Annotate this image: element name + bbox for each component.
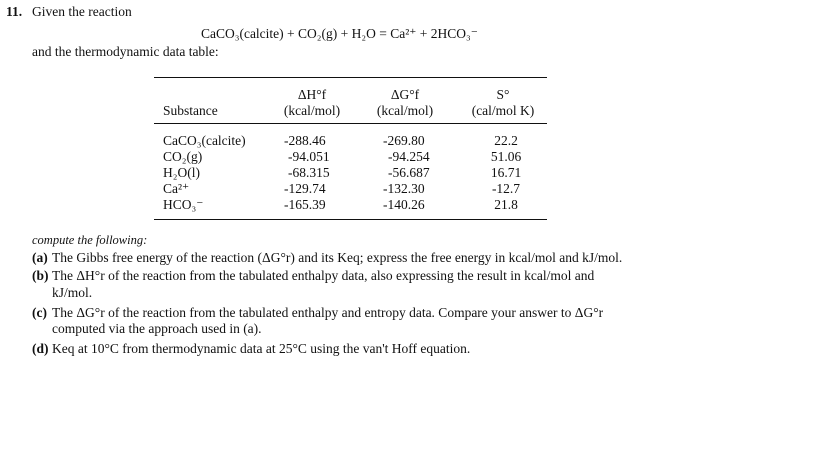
equals-sign: = xyxy=(379,26,387,41)
table-top-rule xyxy=(154,77,547,78)
product-calcium: Ca²⁺ xyxy=(390,26,417,41)
row-dg: -269.80 xyxy=(383,133,425,148)
plus-sign: + xyxy=(340,26,349,41)
part-c-label: (c) xyxy=(32,305,47,320)
follow-intro: compute the following: xyxy=(32,233,148,247)
row-dg: -132.30 xyxy=(383,181,425,196)
row-s: -12.7 xyxy=(491,181,521,196)
table-bottom-rule xyxy=(154,219,547,220)
row-dg: -56.687 xyxy=(388,165,430,180)
row-s: 21.8 xyxy=(494,197,518,212)
row-substance: H₂O(l) xyxy=(163,165,200,180)
row-dh: -165.39 xyxy=(284,197,326,212)
reactant-calcite: CaCO₃(calcite) xyxy=(201,26,284,41)
part-a-text: The Gibbs free energy of the reaction (ΔG°r) and its Keq; express the free energy in kcal/mol and kJ/mol. xyxy=(52,250,623,265)
reactant-water: H₂O xyxy=(351,26,376,41)
header-dg-symbol: ΔG°f xyxy=(390,87,420,102)
header-s-unit: (cal/mol K) xyxy=(471,103,535,118)
part-b-text-cont: kJ/mol. xyxy=(52,285,93,300)
part-b-label: (b) xyxy=(32,268,49,283)
plus-sign: + xyxy=(287,26,295,41)
plus-sign: + xyxy=(419,26,428,41)
part-d-label: (d) xyxy=(32,341,49,356)
row-substance: Ca²⁺ xyxy=(163,181,190,196)
reaction-equation xyxy=(201,26,478,42)
row-s: 16.71 xyxy=(490,165,522,180)
row-dh: -129.74 xyxy=(284,181,326,196)
part-a-label: (a) xyxy=(32,250,48,265)
header-dg-unit: (kcal/mol) xyxy=(376,103,434,118)
problem-intro: Given the reaction xyxy=(32,4,132,19)
row-dh: -68.315 xyxy=(288,165,330,180)
row-dg: -94.254 xyxy=(388,149,430,164)
table-header-rule xyxy=(154,123,547,124)
part-c-text-cont: computed via the approach used in (a). xyxy=(52,321,262,336)
table-intro: and the thermodynamic data table: xyxy=(32,44,219,59)
row-dh: -94.051 xyxy=(288,149,330,164)
part-c-text: The ΔG°r of the reaction from the tabulated enthalpy and entropy data. Compare your answer to ΔG°r xyxy=(52,305,604,320)
header-dh-symbol: ΔH°f xyxy=(297,87,327,102)
reactant-co2: CO₂(g) xyxy=(298,26,338,41)
row-dg: -140.26 xyxy=(383,197,425,212)
row-substance: HCO₃⁻ xyxy=(163,197,204,212)
header-s-symbol: S° xyxy=(496,87,510,102)
row-s: 51.06 xyxy=(490,149,522,164)
row-substance: CO₂(g) xyxy=(163,149,203,164)
part-d-text: Keq at 10°C from thermodynamic data at 25°C using the van't Hoff equation. xyxy=(52,341,471,356)
row-substance: CaCO₃(calcite) xyxy=(163,133,246,148)
problem-number: 11. xyxy=(6,4,23,19)
row-s: 22.2 xyxy=(494,133,518,148)
header-substance: Substance xyxy=(163,103,218,118)
part-b-text: The ΔH°r of the reaction from the tabulated enthalpy data, also expressing the result in kcal/mol and xyxy=(52,268,595,283)
product-bicarbonate: 2HCO₃⁻ xyxy=(430,26,478,41)
row-dh: -288.46 xyxy=(284,133,326,148)
header-dh-unit: (kcal/mol) xyxy=(283,103,341,118)
